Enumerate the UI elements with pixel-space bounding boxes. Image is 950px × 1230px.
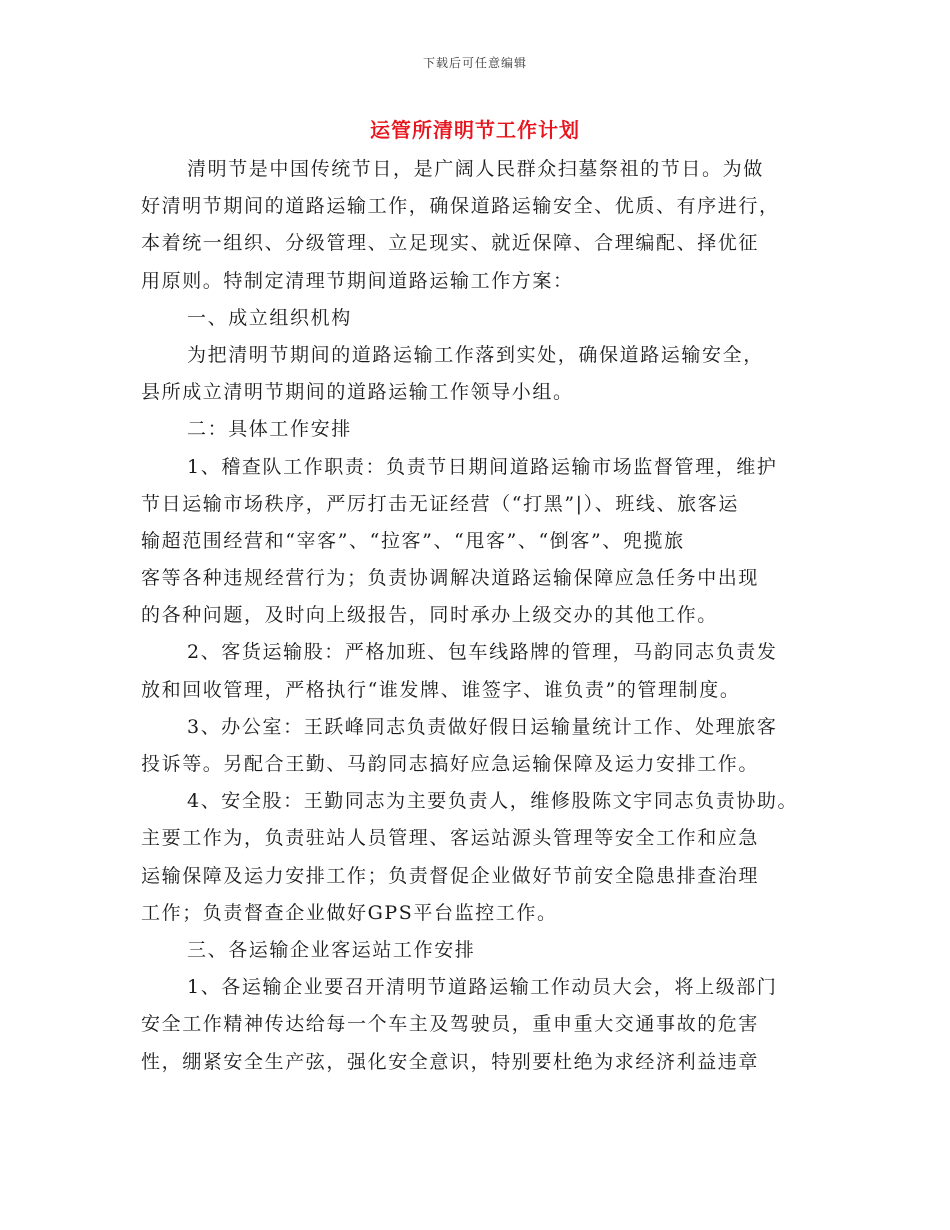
body-line: 用原则。特制定清理节期间道路运输工作方案：	[141, 269, 574, 292]
body-line: 客等各种违规经营行为；负责协调解决道路运输保障应急任务中出现	[141, 567, 760, 590]
body-line: 主要工作为，负责驻站人员管理、客运站源头管理等安全工作和应急	[141, 827, 760, 850]
body-line: 放和回收管理，严格执行“谁发牌、谁签字、谁负责”的管理制度。	[141, 678, 741, 701]
body-line: 节日运输市场秩序，严厉打击无证经营（“打黑”|）、班线、旅客运	[141, 492, 739, 515]
body-line: 县所成立清明节期间的道路运输工作领导小组。	[141, 381, 574, 404]
body-line: 一、成立组织机构	[187, 306, 352, 329]
body-line: 投诉等。另配合王勤、马韵同志搞好应急运输保障及运力安排工作。	[141, 753, 760, 775]
body-line: 性，绷紧安全生产弦，强化安全意识，特别要杜绝为求经济利益违章	[141, 1050, 760, 1073]
body-line: 3、办公室：王跃峰同志负责做好假日运输量统计工作、处理旅客	[187, 715, 778, 738]
body-line: 为把清明节期间的道路运输工作落到实处，确保道路运输安全，	[187, 343, 764, 366]
body-line: 4、安全股：王勤同志为主要负责人，维修股陈文宇同志负责协助。	[187, 790, 799, 813]
body-line: 好清明节期间的道路运输工作，确保道路运输安全、优质、有序进行，	[141, 195, 780, 218]
document-title: 运管所清明节工作计划	[370, 118, 580, 142]
body-line: 的各种问题，及时向上级报告，同时承办上级交办的其他工作。	[141, 604, 718, 627]
body-line: 安全工作精神传达给每一个车主及驾驶员，重申重大交通事故的危害	[141, 1013, 760, 1036]
body-line: 2、客货运输股：严格加班、包车线路牌的管理，马韵同志负责发	[187, 641, 778, 664]
body-line: 输超范围经营和“宰客”、“拉客”、“甩客”、“倒客”、兜揽旅	[141, 529, 685, 552]
body-line: 工作；负责督查企业做好GPS平台监控工作。	[141, 901, 558, 924]
document-body	[141, 151, 821, 1081]
body-line: 二：具体工作安排	[187, 418, 352, 441]
body-line: 运输保障及运力安排工作；负责督促企业做好节前安全隐患排查治理	[141, 864, 760, 887]
body-line: 清明节是中国传统节日，是广阔人民群众扫墓祭祖的节日。为做	[187, 158, 764, 180]
page-header-note: 下载后可任意编辑	[422, 56, 527, 70]
body-line: 本着统一组织、分级管理、立足现实、就近保障、合理编配、择优征	[141, 232, 760, 255]
body-line: 三、各运输企业客运站工作安排	[187, 938, 476, 961]
body-line: 1、各运输企业要召开清明节道路运输工作动员大会，将上级部门	[187, 976, 778, 999]
body-line: 1、稽查队工作职责：负责节日期间道路运输市场监督管理，维护	[187, 455, 778, 478]
